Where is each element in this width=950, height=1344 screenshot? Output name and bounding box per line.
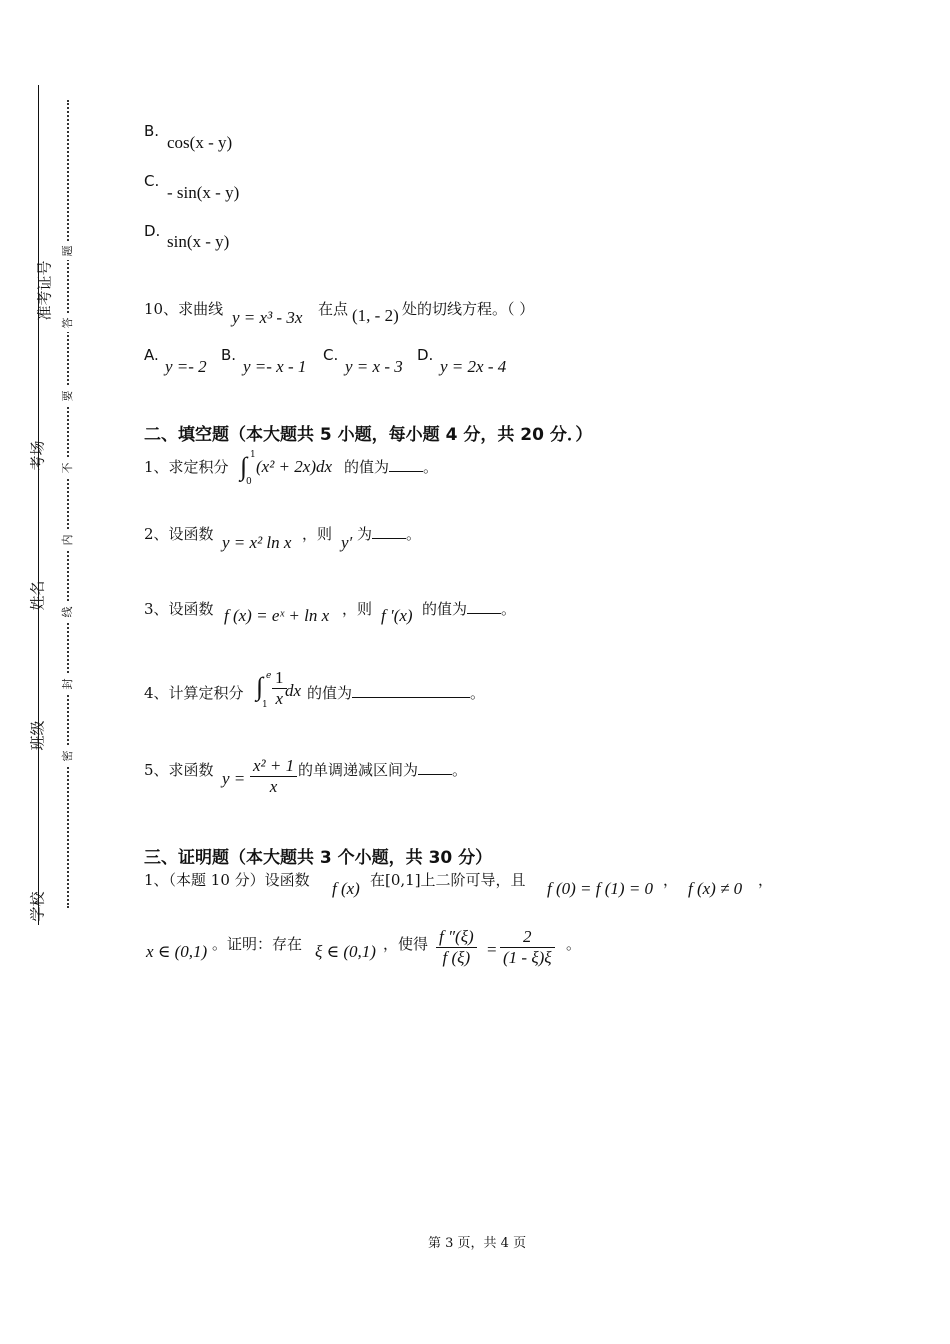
- answer-blank: [352, 683, 470, 698]
- answer-blank: [372, 524, 406, 539]
- answer-blank: [418, 760, 452, 775]
- fraction-numerator: f ″(ξ): [436, 927, 477, 948]
- integral-lower: 0: [246, 477, 252, 487]
- proof-q1-comma2: ，: [758, 871, 774, 889]
- option-letter: A.: [144, 346, 159, 364]
- proof-q1-xi: ξ ∈ (0,1): [315, 942, 376, 961]
- fraction-denominator: (1 - ξ)ξ: [503, 948, 552, 967]
- seal-char: 题: [59, 242, 75, 260]
- fraction-numerator: 1: [272, 668, 287, 689]
- proof-q1-cond1: f (0) = f (1) = 0: [547, 879, 654, 898]
- fraction-denominator: f (ξ): [442, 948, 471, 967]
- binding-line: [38, 85, 39, 925]
- option-expr: y =- 2: [165, 357, 207, 376]
- q10-prefix: 10、求曲线: [144, 300, 224, 318]
- seal-char: 要: [59, 387, 75, 405]
- fill-q5-suffix: 的单调递减区间为 。: [298, 761, 468, 779]
- fill-q4-dx: dx: [285, 681, 302, 700]
- proof-q1-prefix: 1、（本题 10 分）设函数: [144, 871, 310, 889]
- fill-q1-suffix: 的值为 。: [344, 458, 439, 476]
- fill-q2-mid: ，则: [302, 525, 333, 543]
- option-letter: D.: [417, 346, 434, 364]
- q10-point: (1, - 2): [352, 306, 399, 325]
- integral-lower: 1: [262, 700, 268, 710]
- q10-curve: y = x³ - 3x: [232, 308, 303, 327]
- proof-q1-lhs-fraction: [436, 927, 477, 968]
- fraction-numerator: x² + 1: [250, 756, 297, 777]
- answer-blank: [389, 457, 423, 472]
- option-expr: - sin(x - y): [167, 183, 240, 202]
- fill-q2-suffix: 为 。: [357, 525, 422, 543]
- option-expr: y = 2x - 4: [440, 357, 507, 376]
- integral-sign: ∫: [240, 452, 248, 481]
- field-class-label: 班级: [28, 720, 47, 751]
- integral-sign: ∫: [256, 672, 264, 701]
- seal-char: 不: [59, 459, 75, 477]
- fill-q3-suffix: 的值为 。: [422, 600, 517, 618]
- fill-q3-prefix: 3、设函数: [144, 600, 214, 618]
- proof-q1-mid3: ，使得: [383, 935, 429, 953]
- fill-q3-expr: f (x) = eˣ + ln x: [224, 606, 330, 625]
- fill-q2-expr: y = x² ln x: [222, 533, 292, 552]
- seal-dotted-line: [67, 100, 69, 908]
- seal-char: 线: [59, 603, 75, 621]
- fill-q2-prefix: 2、设函数: [144, 525, 214, 543]
- proof-q1-mid1: 在[0,1]上二阶可导，且: [370, 871, 526, 889]
- fill-q5-lhs: y =: [222, 769, 246, 788]
- section-heading: 二、填空题（本大题共 5 小题，每小题 4 分，共 20 分．）: [144, 425, 593, 445]
- proof-q1-domain: x ∈ (0,1): [146, 942, 208, 961]
- fill-q3-mid: ，则: [342, 600, 373, 618]
- option-expr: sin(x - y): [167, 232, 230, 251]
- option-expr: cos(x - y): [167, 133, 233, 152]
- seal-char: 封: [59, 675, 75, 693]
- option-letter: D.: [144, 222, 161, 240]
- fill-q5-prefix: 5、求函数: [144, 761, 214, 779]
- field-exam-number-label: 准考证号: [35, 260, 54, 321]
- field-name-label: 姓名: [28, 580, 47, 611]
- fill-q4-suffix: 的值为 。: [307, 684, 486, 702]
- option-letter: B.: [221, 346, 237, 364]
- fill-q3-deriv: f ′(x): [381, 606, 413, 625]
- fill-q1-prefix: 1、求定积分: [144, 458, 229, 476]
- q10-suffix: 处的切线方程。（ ）: [402, 300, 535, 318]
- q10-mid: 在点: [318, 300, 349, 318]
- fraction-denominator: x: [275, 689, 284, 708]
- proof-q1-eq: =: [487, 940, 497, 959]
- seal-char: 内: [59, 531, 75, 549]
- field-exam-room-label: 考场: [28, 440, 47, 471]
- field-school-label: 学校: [28, 891, 47, 922]
- fill-q4-prefix: 4、计算定积分: [144, 684, 244, 702]
- integral-upper: e: [266, 671, 272, 681]
- option-letter: B.: [144, 122, 160, 140]
- seal-char: 答: [59, 314, 75, 332]
- proof-q1-cond2: f (x) ≠ 0: [688, 879, 743, 898]
- option-expr: y =- x - 1: [243, 357, 307, 376]
- proof-q1-rhs-fraction: [500, 927, 555, 968]
- proof-q1-end: 。: [566, 935, 582, 953]
- option-letter: C.: [144, 172, 160, 190]
- answer-blank: [467, 599, 501, 614]
- page-footer: 第 3 页，共 4 页: [428, 1236, 527, 1251]
- integral-upper: 1: [250, 450, 256, 460]
- fraction-numerator: 2: [500, 927, 555, 948]
- option-letter: C.: [323, 346, 339, 364]
- proof-q1-mid2: 。证明：存在: [212, 935, 303, 953]
- proof-q1-fx: f (x): [332, 879, 360, 898]
- proof-q1-comma: ，: [663, 871, 679, 889]
- section-heading: 三、证明题（本大题共 3 个小题，共 30 分）: [144, 848, 493, 868]
- fraction-denominator: x: [269, 777, 278, 796]
- fill-q1-integrand: (x² + 2x)dx: [256, 457, 333, 476]
- fill-q2-var: y′: [341, 533, 353, 552]
- fill-q5-fraction: [250, 756, 297, 797]
- seal-char: 密: [59, 747, 75, 765]
- option-expr: y = x - 3: [345, 357, 403, 376]
